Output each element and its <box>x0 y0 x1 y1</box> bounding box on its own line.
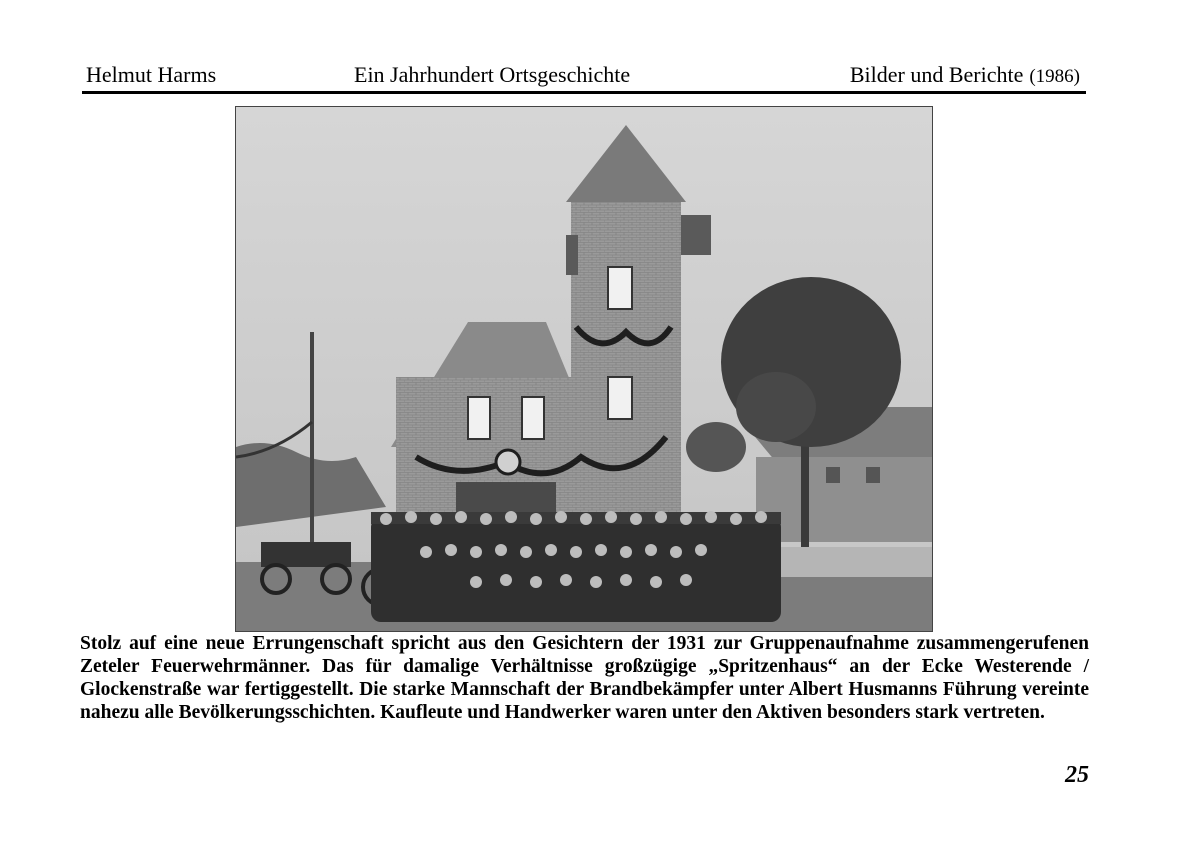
utility-pole <box>310 332 314 547</box>
header-rule <box>82 91 1086 94</box>
station-window-right <box>522 397 544 439</box>
header-author: Helmut Harms <box>86 62 217 87</box>
tower-flag-left <box>566 235 578 275</box>
tower-window-top <box>608 267 632 309</box>
header-book-title: Ein Jahrhundert Ortsgeschichte <box>354 62 631 87</box>
station-window-left <box>468 397 490 439</box>
photo-caption: Stolz auf eine neue Errungenschaft spricht aus den Gesichtern der 1931 zur Gruppenaufnahme zusammengerufenen Zeteler Feuerwehrmänner. Das für damalige Verhältnisse großzügige „Spritzenhaus“ an der Ecke Westerende / Glockenstraße war fertiggestellt. Die starke Mannschaft der Brandbekämpfer unter Albert Husmanns Führung vereinte nahezu alle Bevölkerungsschichten. Kaufleute und Handwerker waren unter den Aktiven besonders stark vertreten. <box>80 633 1089 723</box>
header-year: (1986) <box>1029 66 1080 87</box>
fire-station-photo-illustration <box>236 107 932 631</box>
tower-window-mid <box>608 377 632 419</box>
header-series <box>850 60 1080 92</box>
tower-flag-right <box>681 215 711 255</box>
page-number: 25 <box>1065 762 1089 788</box>
firemen-group <box>371 511 781 622</box>
historic-photograph <box>235 106 933 632</box>
tree-trunk <box>801 437 809 562</box>
running-header <box>82 60 1086 90</box>
neighbour-house-wall <box>756 457 932 542</box>
fire-brigade-emblem <box>496 450 520 474</box>
hose-tower <box>571 202 681 542</box>
header-series-label: Bilder und Berichte <box>849 62 1024 87</box>
